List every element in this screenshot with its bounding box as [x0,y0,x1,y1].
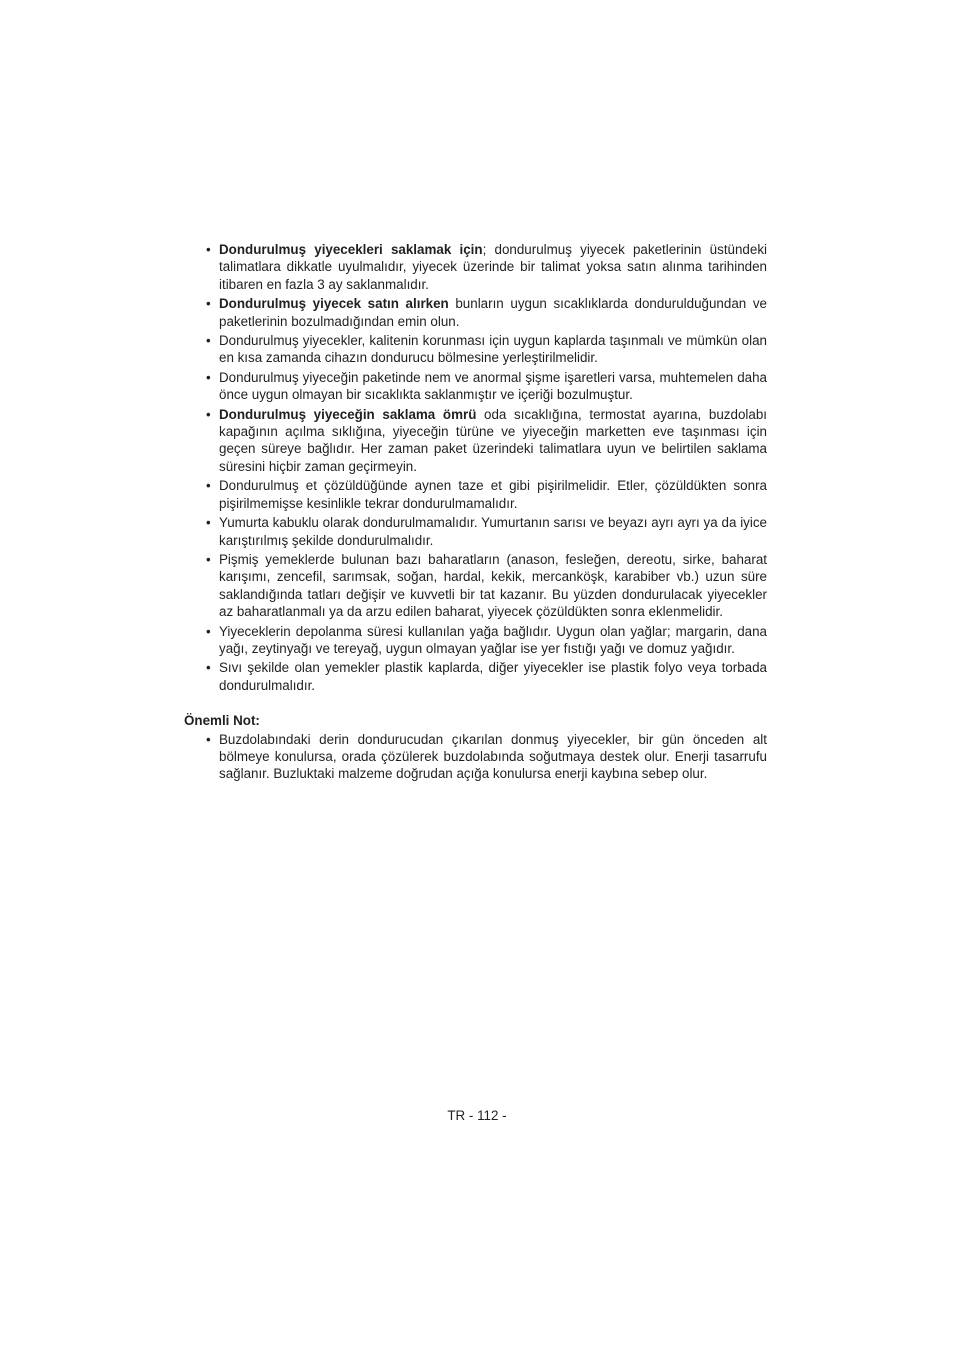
list-item: • Sıvı şekilde olan yemekler plastik kaplarda, diğer yiyecekler ise plastik folyo veya torbada dondurulmalıdır. [206,660,767,693]
list-item: • Yumurta kabuklu olarak dondurulmamalıdır. Yumurtanın sarısı ve beyazı ayrı ayrı ya da iyice karıştırılmış şekilde dondurulmalıdır. [206,515,767,548]
list-item: • Dondurulmuş yiyecek satın alırken bunların uygun sıcaklıklarda dondurulduğundan ve paketlerinin bozulmadığından emin olun. [206,296,767,329]
list-item: • Dondurulmuş et çözüldüğünde aynen taze et gibi pişirilmelidir. Etler, çözüldükten sonra pişirilmemişse kesinlikle tekrar dondurulmamalıdır. [206,478,767,511]
storage-tips-list [184,241,767,694]
list-item: • Dondurulmuş yiyecekleri saklamak için; dondurulmuş yiyecek paketlerinin üstündeki talimatlara dikkatle uyulmalıdır, yiyecek üzerinde bir talimat yoksa satın alınma tarihinden itibaren en fazla 3 ay saklanmalıdır. [206,242,767,292]
important-note-list [184,731,767,783]
bullet-icon: • [206,242,211,257]
list-item: • Dondurulmuş yiyeceğin saklama ömrü oda sıcaklığına, termostat ayarına, buzdolabı kapağının açılma sıklığına, yiyeceğin türüne ve yiyeceğin marketten eve taşınması için geçen süreye bağlıdır. Her zaman paket üzerindeki talimatlara uyun ve belirtilen saklama süresini hiçbir zaman geçirmeyin. [206,406,767,474]
bullet-icon: • [206,623,211,639]
important-note-heading: Önemli Not: [184,713,260,729]
bullet-icon: • [206,731,211,747]
list-item: • Pişmiş yemeklerde bulunan bazı baharatların (anason, fesleğen, dereotu, sirke, baharat karışımı, zencefil, sarımsak, soğan, hardal, kekik, mercanköşk, karabiber vb.) uzun süre saklandığında tatları değişir ve kuvvetli bir tat kazanır. Bu yüzden dondurulacak yiyecekler az baharatlanmalı ya da arzu edilen baharat, yiyecek çözüldükten sonra eklenmelidir. [206,551,767,620]
bullet-icon: • [206,478,211,494]
bullet-icon: • [206,296,211,312]
bullet-icon: • [206,406,211,422]
list-item: • Yiyeceklerin depolanma süresi kullanılan yağa bağlıdır. Uygun olan yağlar; margarin, dana yağı, zeytinyağı ve tereyağ, uygun olmayan yağlar ise yer fıstığı yağı ve domuz yağıdır. [206,623,767,656]
document-body [184,241,767,785]
bullet-icon: • [206,515,211,531]
bullet-icon: • [206,551,211,567]
bullet-icon: • [206,333,211,349]
list-item: • Dondurulmuş yiyeceğin paketinde nem ve anormal şişme işaretleri varsa, muhtemelen daha önce uygun olmayan bir sıcaklıkta saklanmıştır ve içeriği bozulmuştur. [206,369,767,403]
list-item: • Buzdolabındaki derin dondurucudan çıkarılan donmuş yiyecekler, bir gün önceden alt bölmeye konulursa, orada çözülerek buzdolabında soğutmaya destek olur. Enerji tasarrufu sağlanır. Buzluktaki malzeme doğrudan açığa konulursa enerji kaybına sebep olur. [206,731,767,782]
bullet-icon: • [206,369,211,385]
list-item: • Dondurulmuş yiyecekler, kalitenin korunması için uygun kaplarda taşınmalı ve mümkün olan en kısa zamanda cihazın dondurucu bölmesine yerleştirilmelidir. [206,333,767,366]
page-number: TR - 112 - [447,1108,507,1123]
bullet-icon: • [206,660,211,676]
